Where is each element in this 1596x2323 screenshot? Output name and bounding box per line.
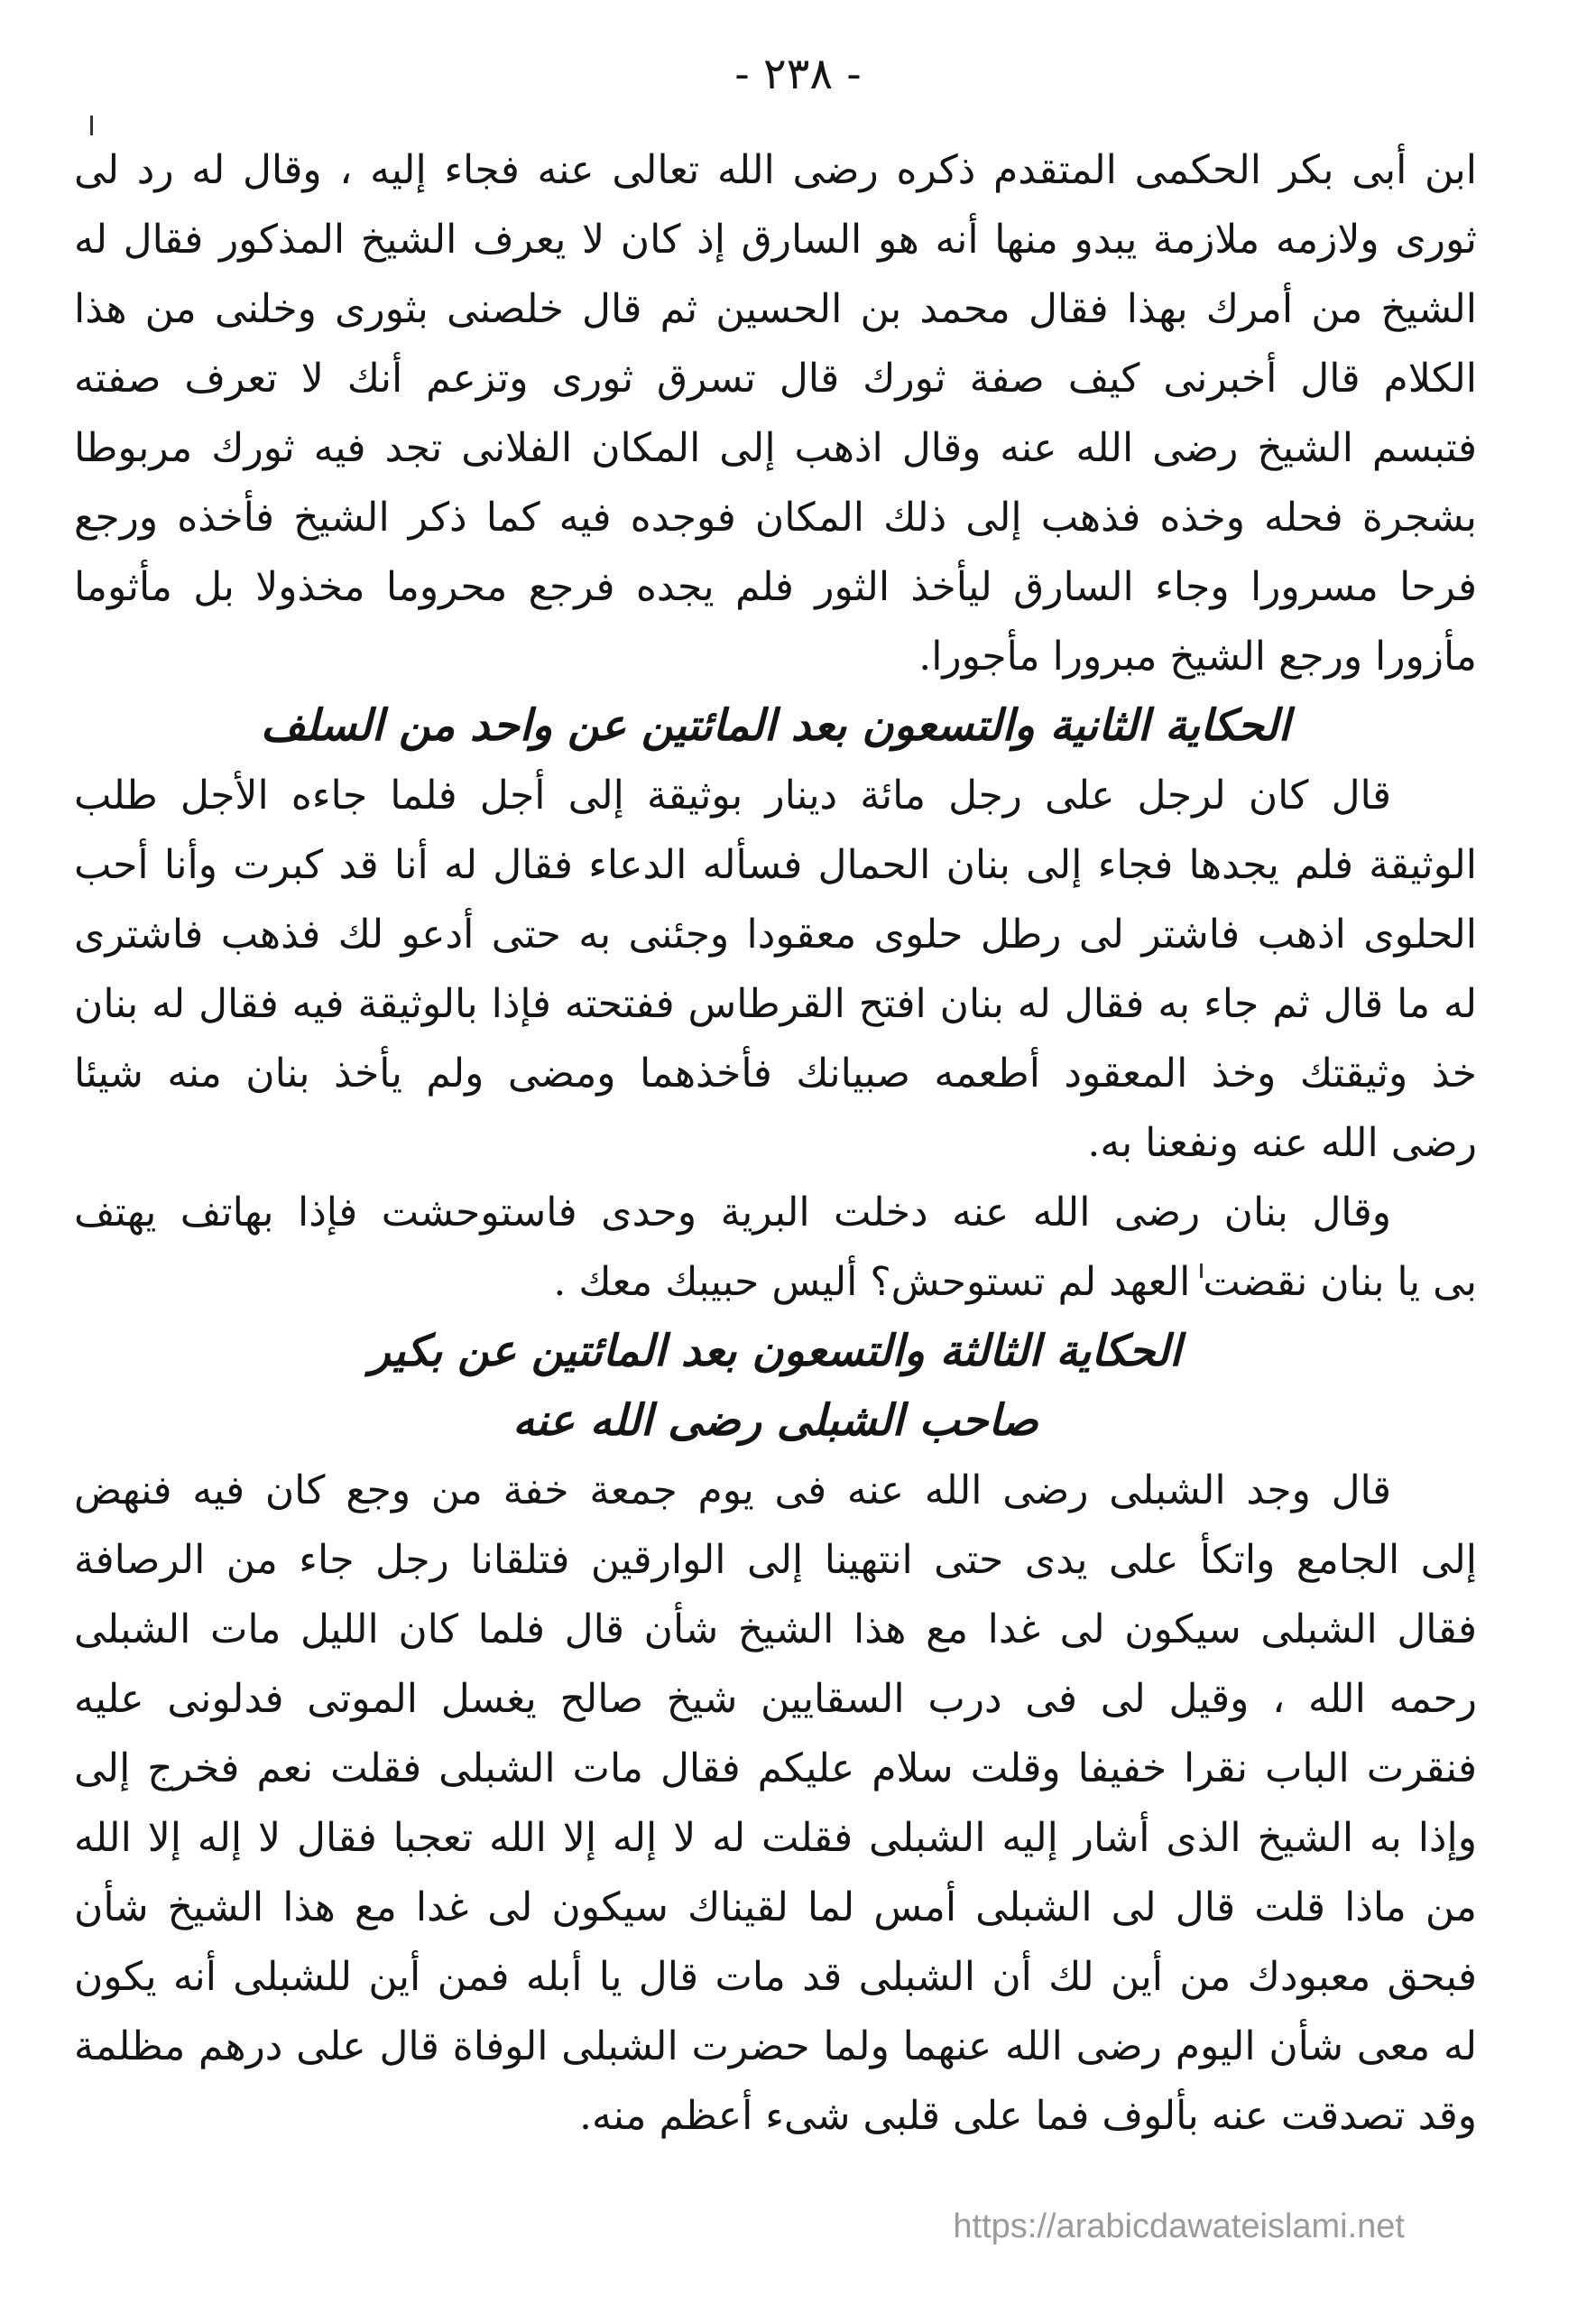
text-line: فرحا مسرورا وجاء السارق ليأخذ الثور فلم يجده فرجع محروما مخذولا بل مأثوما [74, 564, 1477, 610]
text-line: قال وجد الشبلى رضى الله عنه فى يوم جمعة خفة من وجع كان فيه فنهض [74, 1467, 1391, 1513]
story-paragraph [74, 1456, 1477, 2151]
text-line: وقال بنان رضى الله عنه دخلت البرية وحدى فاستوحشت فإذا بهاتف يهتف [74, 1189, 1391, 1236]
text-line: له معى شأن اليوم رضى الله عنهما ولما حضرت الشبلى الوفاة قال على درهم مظلمة [74, 2023, 1477, 2069]
text-line: فقال الشبلى سيكون لى غدا مع هذا الشيخ شأن قال فلما كان الليل مات الشبلى [74, 1606, 1477, 1652]
text-line: فبحق معبودك من أين لك أن الشبلى قد مات قال يا أبله فمن أين للشبلى أنه يكون [74, 1954, 1477, 2000]
text-line: الشيخ من أمرك بهذا فقال محمد بن الحسين ثم قال خلصنى بثورى وخلنى من هذا [74, 286, 1477, 332]
story-heading-subtitle: صاحب الشبلى رضى الله عنه [512, 1395, 1038, 1446]
text-line: وإذا به الشيخ الذى أشار إليه الشبلى فقلت له لا إله إلا الله تعجبا فقال لا إله إلا الله [74, 1815, 1477, 1861]
text-line: قال كان لرجل على رجل مائة دينار بوثيقة إلى أجل فلما جاءه الأجل طلب [74, 773, 1391, 819]
page-body [74, 135, 1477, 2151]
story-continuation [74, 135, 1477, 691]
page-number: - ٢٣٨ - [734, 49, 862, 99]
story-heading: الحكاية الثالثة والتسعون بعد المائتين عن بكير [369, 1326, 1182, 1376]
text-line: إلى الجامع واتكأ على يدى حتى انتهينا إلى الوارقين فتلقانا رجل جاء من الرصافة [74, 1537, 1477, 1583]
text-line: من ماذا قلت قال لى الشبلى أمس لما لقيناك سيكون لى غدا مع هذا الشيخ شأن [74, 1884, 1477, 1930]
text-line: وقد تصدقت عنه بألوف فما على قلبى شىء أعظم منه. [579, 2093, 1477, 2139]
story-heading: الحكاية الثانية والتسعون بعد المائتين عن واحد من السلف [260, 700, 1291, 751]
text-line: له ما قال ثم جاء به فقال له بنان افتح القرطاس ففتحته فإذا بالوثيقة فيه فقال له بنان [74, 981, 1477, 1027]
text-line: مأزورا ورجع الشيخ مبرورا مأجورا. [918, 634, 1477, 680]
story-paragraph [74, 1178, 1477, 1317]
text-line: رضى الله عنه ونفعنا به. [1087, 1120, 1477, 1166]
text-line: الوثيقة فلم يجدها فجاء إلى بنان الحمال فسأله الدعاء فقال له أنا قد كبرت وأنا أحب [74, 842, 1477, 888]
story-paragraph [74, 761, 1477, 1178]
text-line: الكلام قال أخبرنى كيف صفة ثورك قال تسرق ثورى وتزعم أنك لا تعرف صفته [74, 356, 1477, 402]
text-line: فتبسم الشيخ رضى الله عنه وقال اذهب إلى المكان الفلانى تجد فيه ثورك مربوطا [74, 425, 1477, 471]
text-line: خذ وثيقتك وخذ المعقود أطعمه صبيانك فأخذهما ومضى ولم يأخذ بنان منه شيئا [74, 1050, 1477, 1097]
text-line: ابن أبى بكر الحكمى المتقدم ذكره رضى الله تعالى عنه فجاء إليه ، وقال له رد لى [74, 147, 1477, 193]
text-line: الحلوى اذهب فاشتر لى رطل حلوى معقودا وجئنى به حتى أدعو لك فذهب فاشترى [74, 912, 1477, 958]
text-line: بى يا بنان نقضت العهد لم تستوحش؟ أليس حبيبك معك . [553, 1259, 1477, 1305]
text-line: ثورى ولازمه ملازمة يبدو منها أنه هو السارق إذ كان لا يعرف الشيخ المذكور فقال له [74, 217, 1477, 263]
scan-mark [90, 116, 93, 135]
watermark-url: https://arabicdawateislami.net [953, 2207, 1405, 2245]
text-line: بشجرة فحله وخذه فذهب إلى ذلك المكان فوجده فيه كما ذكر الشيخ فأخذه ورجع [74, 495, 1477, 541]
text-line: رحمه الله ، وقيل لى فى درب السقايين شيخ صالح يغسل الموتى فدلونى عليه [74, 1676, 1477, 1722]
text-line: فنقرت الباب نقرا خفيفا وقلت سلام عليكم فقال مات الشبلى فقلت نعم فخرج إلى [74, 1745, 1477, 1791]
